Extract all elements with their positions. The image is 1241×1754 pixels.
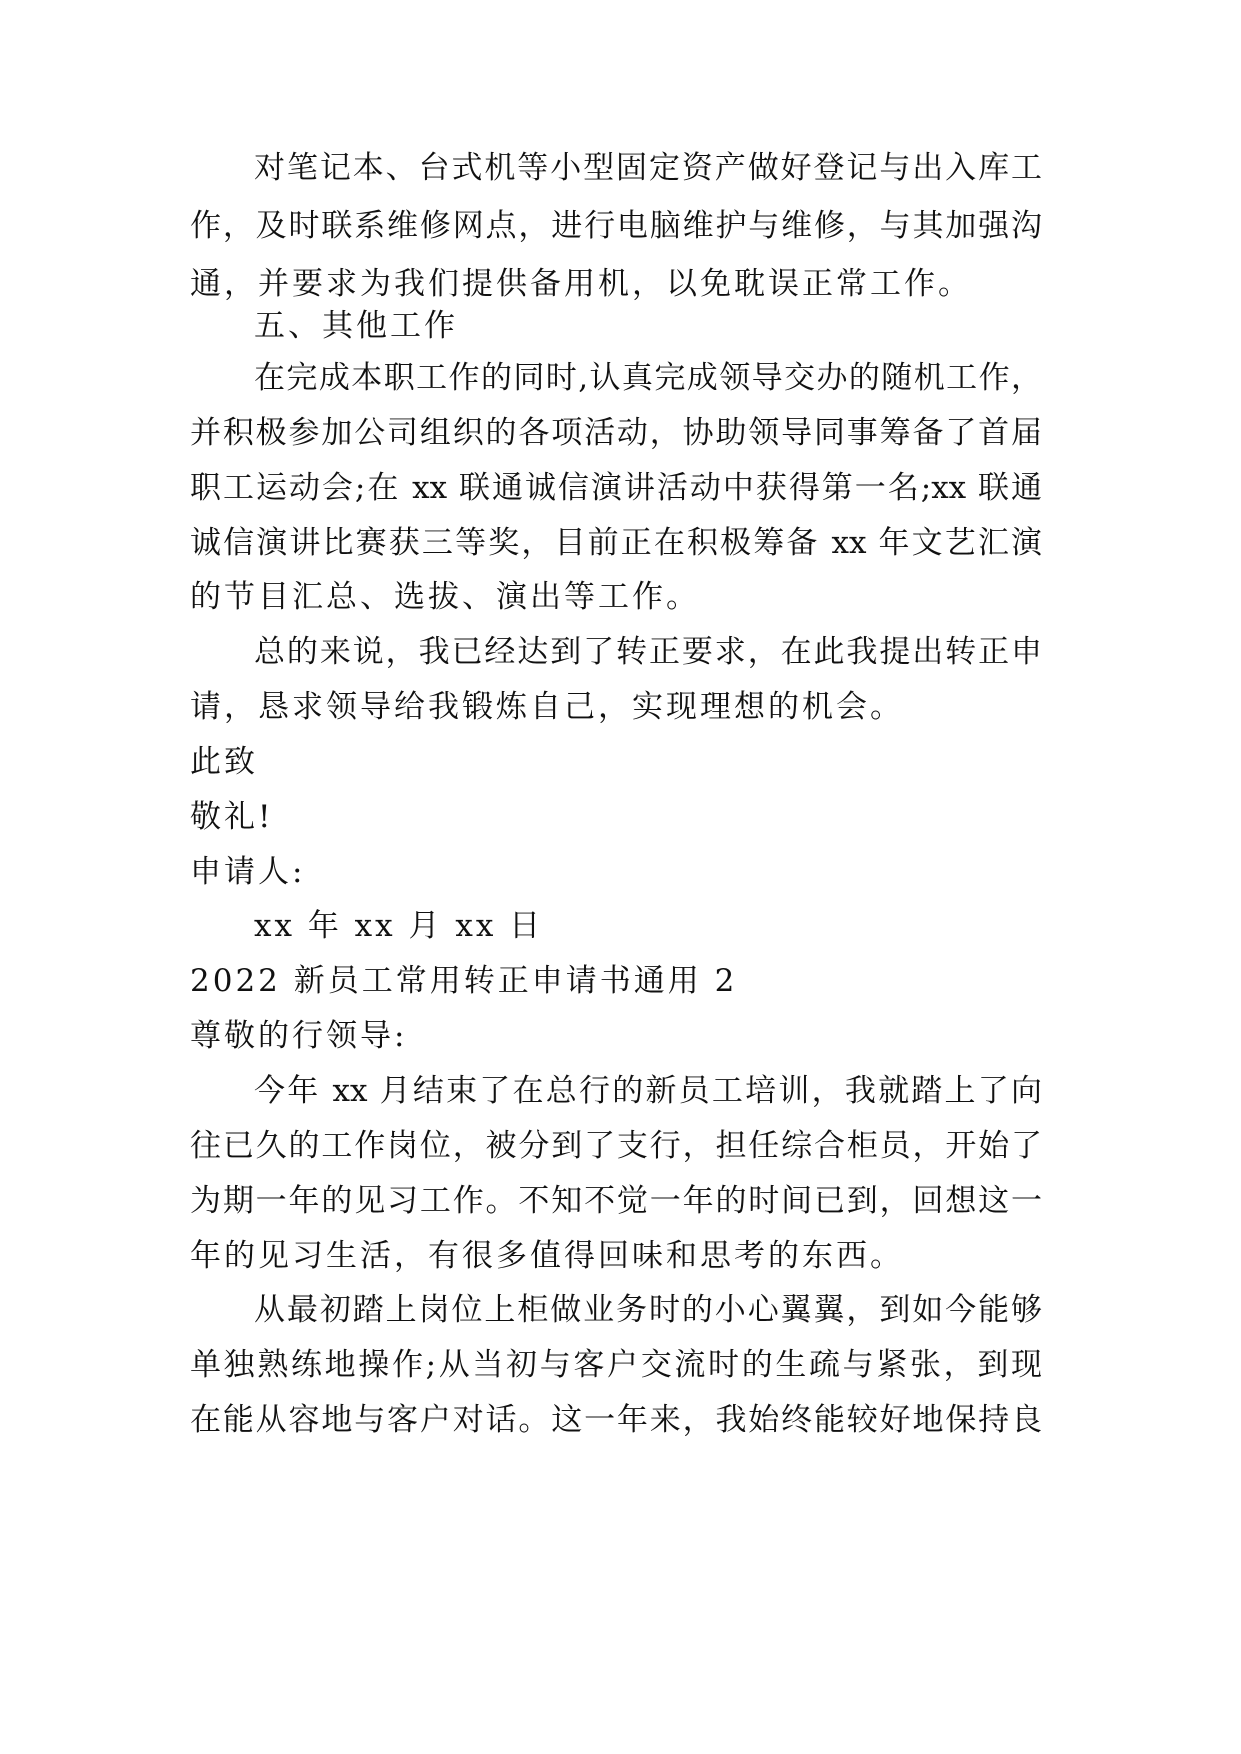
section-heading: 五、其他工作 [254,308,458,344]
paragraph-line: 今年 xx 月结束了在总行的新员工培训，我就踏上了向 [254,1073,1042,1109]
paragraph-line: 的节目汇总、选拔、演出等工作。 [190,579,700,615]
paragraph-line: 请，恳求领导给我锻炼自己，实现理想的机会。 [190,689,904,725]
paragraph-line: 在完成本职工作的同时,认真完成领导交办的随机工作， [254,360,1042,396]
paragraph-line: 对笔记本、台式机等小型固定资产做好登记与出入库工 [254,150,1042,186]
greeting: 尊敬的行领导: [190,1018,408,1054]
paragraph-line: 总的来说，我已经达到了转正要求，在此我提出转正申 [254,634,1042,670]
document-title: 2022 新员工常用转正申请书通用 2 [190,963,738,999]
paragraph-line: 通，并要求为我们提供备用机，以免耽误正常工作。 [190,266,972,302]
paragraph-line: 诚信演讲比赛获三等奖，目前正在积极筹备 xx 年文艺汇演 [190,525,1042,561]
paragraph-line: 往已久的工作岗位，被分到了支行，担任综合柜员，开始了 [190,1128,1042,1164]
paragraph-line: 作，及时联系维修网点，进行电脑维护与维修，与其加强沟 [190,208,1042,244]
paragraph-line: 为期一年的见习工作。不知不觉一年的时间已到，回想这一 [190,1183,1042,1219]
date-line: xx 年 xx 月 xx 日 [254,908,544,944]
paragraph-line: 并积极参加公司组织的各项活动，协助领导同事筹备了首届 [190,415,1042,451]
closing-line: 此致 [190,744,258,780]
salutation: 敬礼! [190,799,274,835]
paragraph-line: 年的见习生活，有很多值得回味和思考的东西。 [190,1238,904,1274]
paragraph-line: 在能从容地与客户对话。这一年来，我始终能较好地保持良 [190,1402,1042,1438]
paragraph-line: 职工运动会;在 xx 联通诚信演讲活动中获得第一名;xx 联通 [190,470,1042,506]
applicant-label: 申请人: [190,854,306,890]
paragraph-line: 单独熟练地操作;从当初与客户交流时的生疏与紧张，到现 [190,1347,1042,1383]
paragraph-line: 从最初踏上岗位上柜做业务时的小心翼翼，到如今能够 [254,1292,1042,1328]
